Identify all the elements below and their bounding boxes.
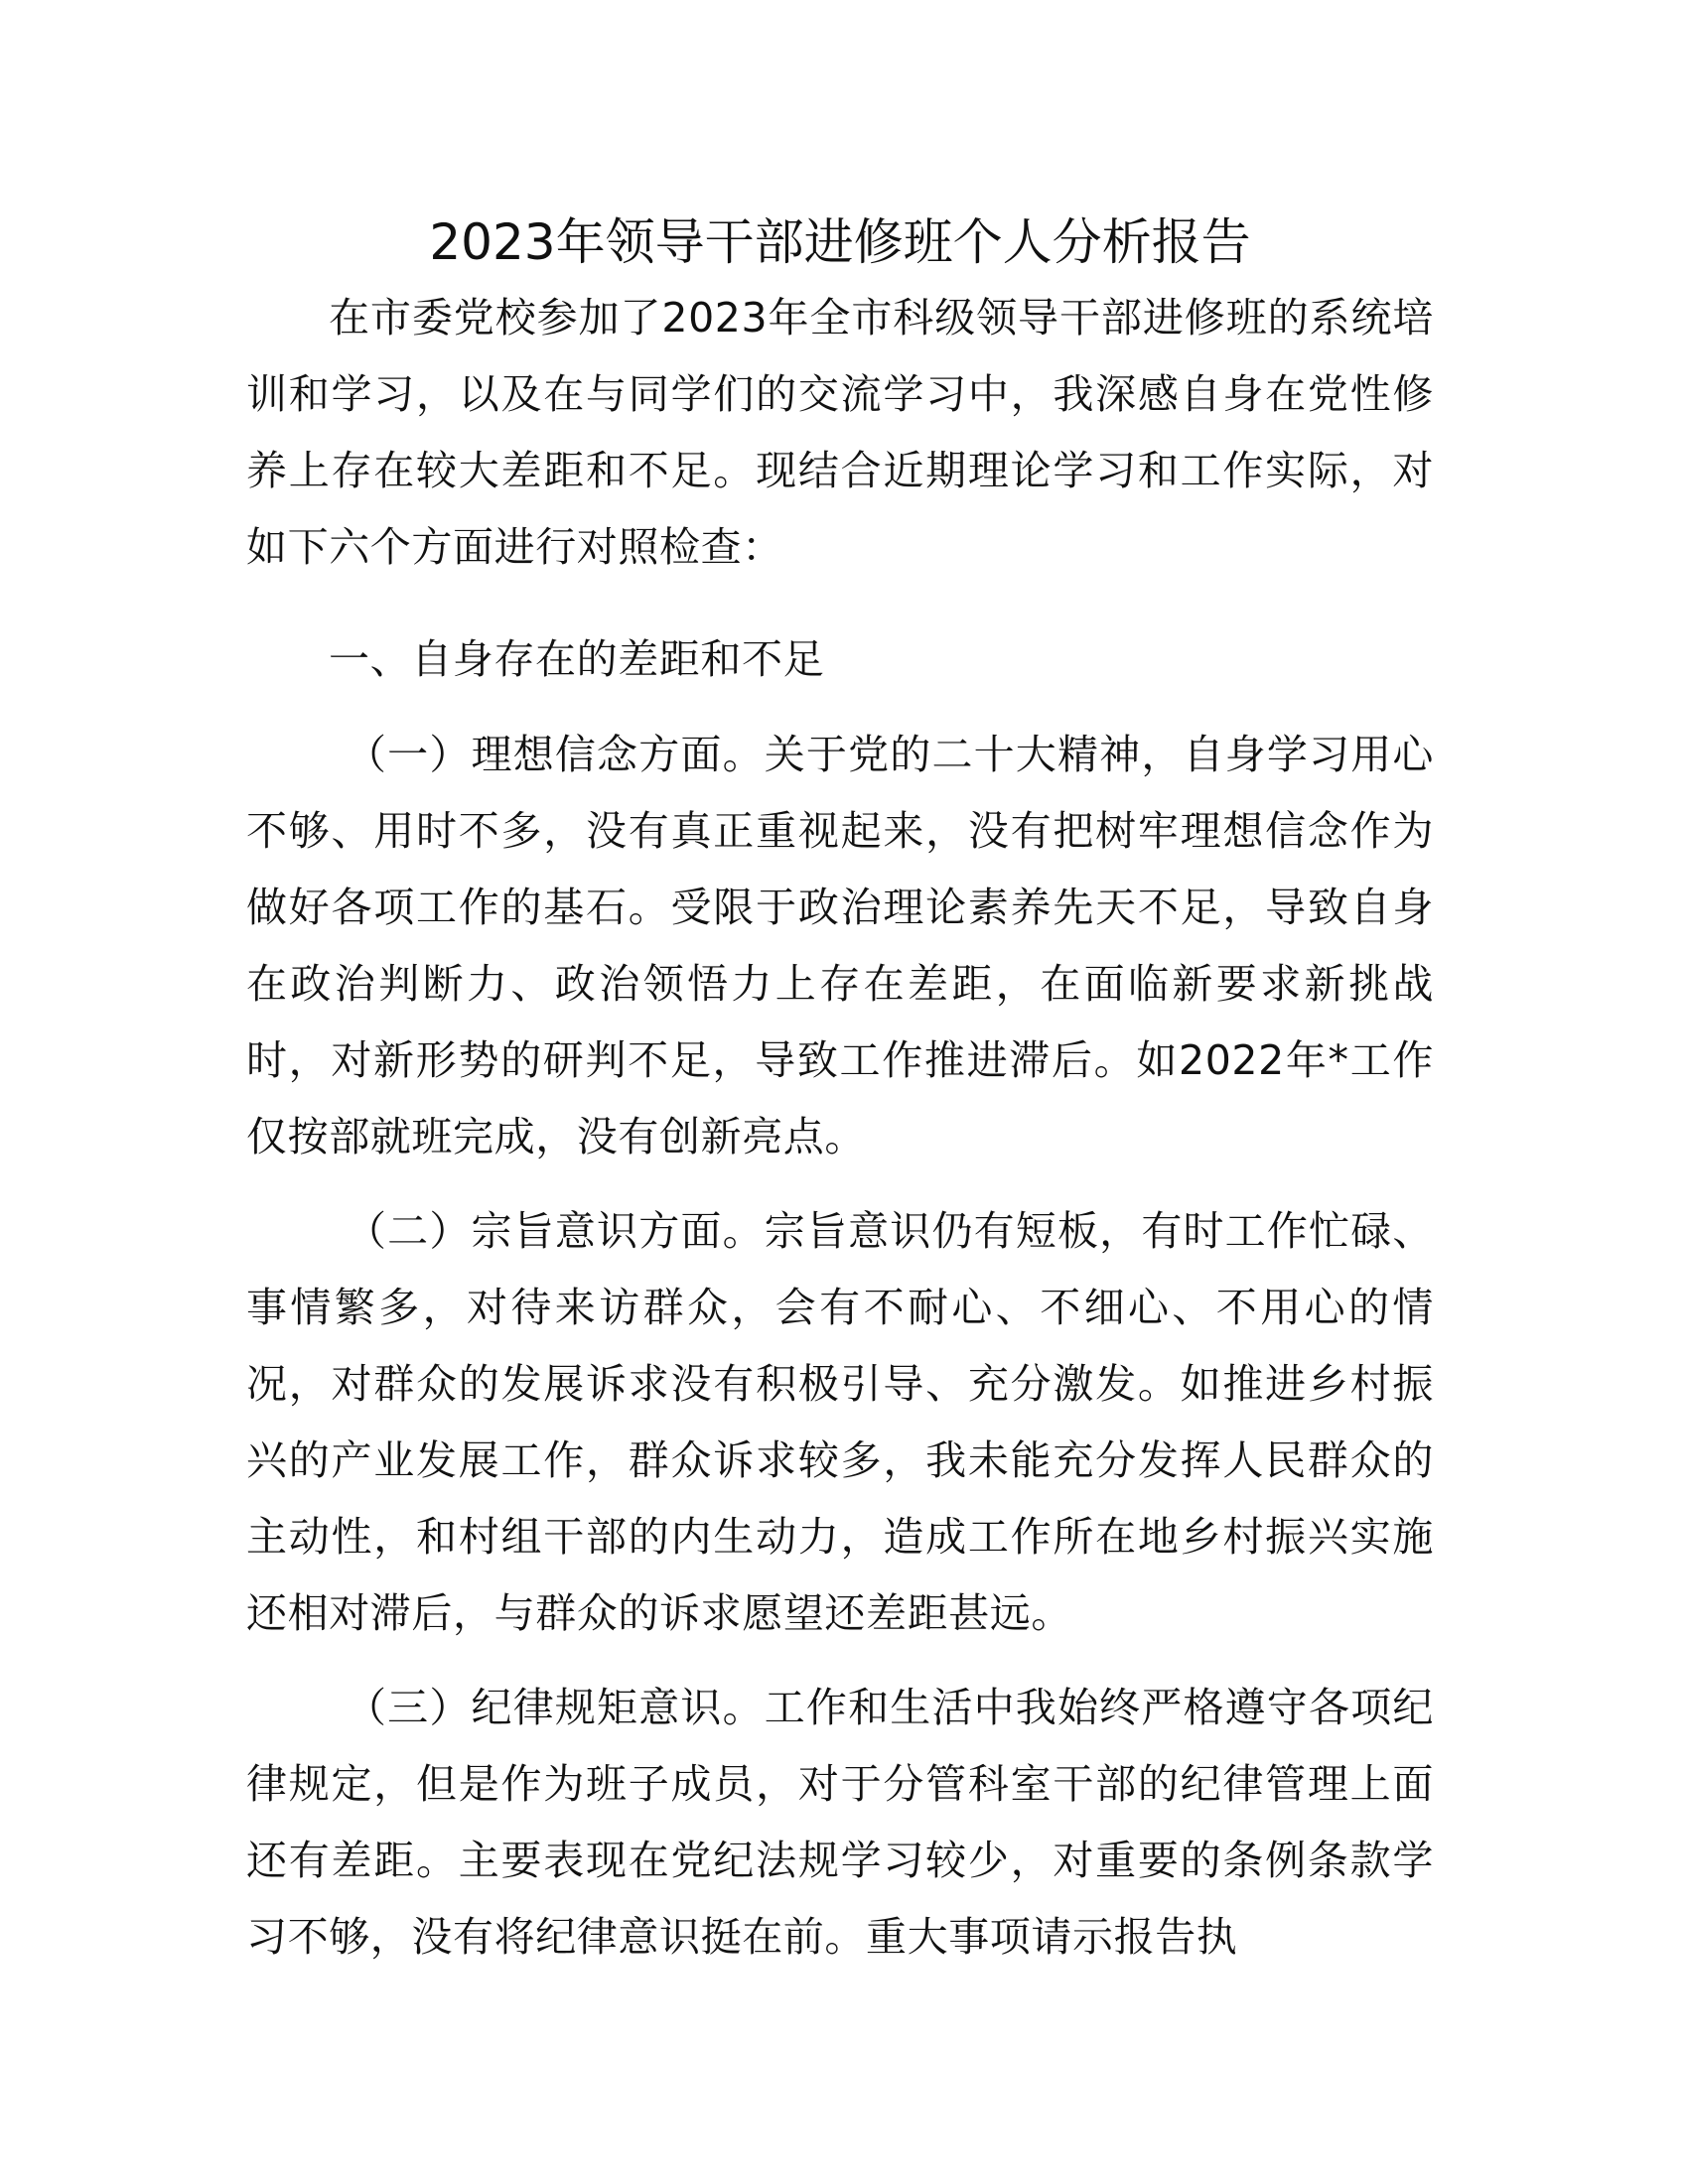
document-title: 2023年领导干部进修班个人分析报告 [429, 213, 1251, 271]
intro-paragraph: 在市委党校参加了2023年全市科级领导干部进修班的系统培训和学习，以及在与同学们的交流学习中，我深感自身在党性修养上存在较大差距和不足。现结合近期理论学习和工作实际，对如下六个方面进行对照检查： [246, 294, 1434, 571]
purpose-paragraph: （二）宗旨意识方面。宗旨意识仍有短板，有时工作忙碌、事情繁多，对待来访群众，会有不耐心、不细心、不用心的情况，对群众的发展诉求没有积极引导、充分激发。如推进乡村振兴的产业发展工作，群众诉求较多，我未能充分发挥人民群众的主动性，和村组干部的内生动力，造成工作所在地乡村振兴实施还相对滞后，与群众的诉求愿望还差距甚远。 [246, 1207, 1434, 1637]
ideals-paragraph: （一）理想信念方面。关于党的二十大精神，自身学习用心不够、用时不多，没有真正重视起来，没有把树牢理想信念作为做好各项工作的基石。受限于政治理论素养先天不足，导致自身在政治判断力、政治领悟力上存在差距，在面临新要求新挑战时，对新形势的研判不足，导致工作推进滞后。如2022年*工作仅按部就班完成，没有创新亮点。 [246, 731, 1434, 1160]
section-heading: 一、自身存在的差距和不足 [329, 635, 825, 683]
discipline-paragraph: （三）纪律规矩意识。工作和生活中我始终严格遵守各项纪律规定，但是作为班子成员，对于分管科室干部的纪律管理上面还有差距。主要表现在党纪法规学习较少，对重要的条例条款学习不够，没有将纪律意识挺在前。重大事项请示报告执 [246, 1684, 1434, 1961]
